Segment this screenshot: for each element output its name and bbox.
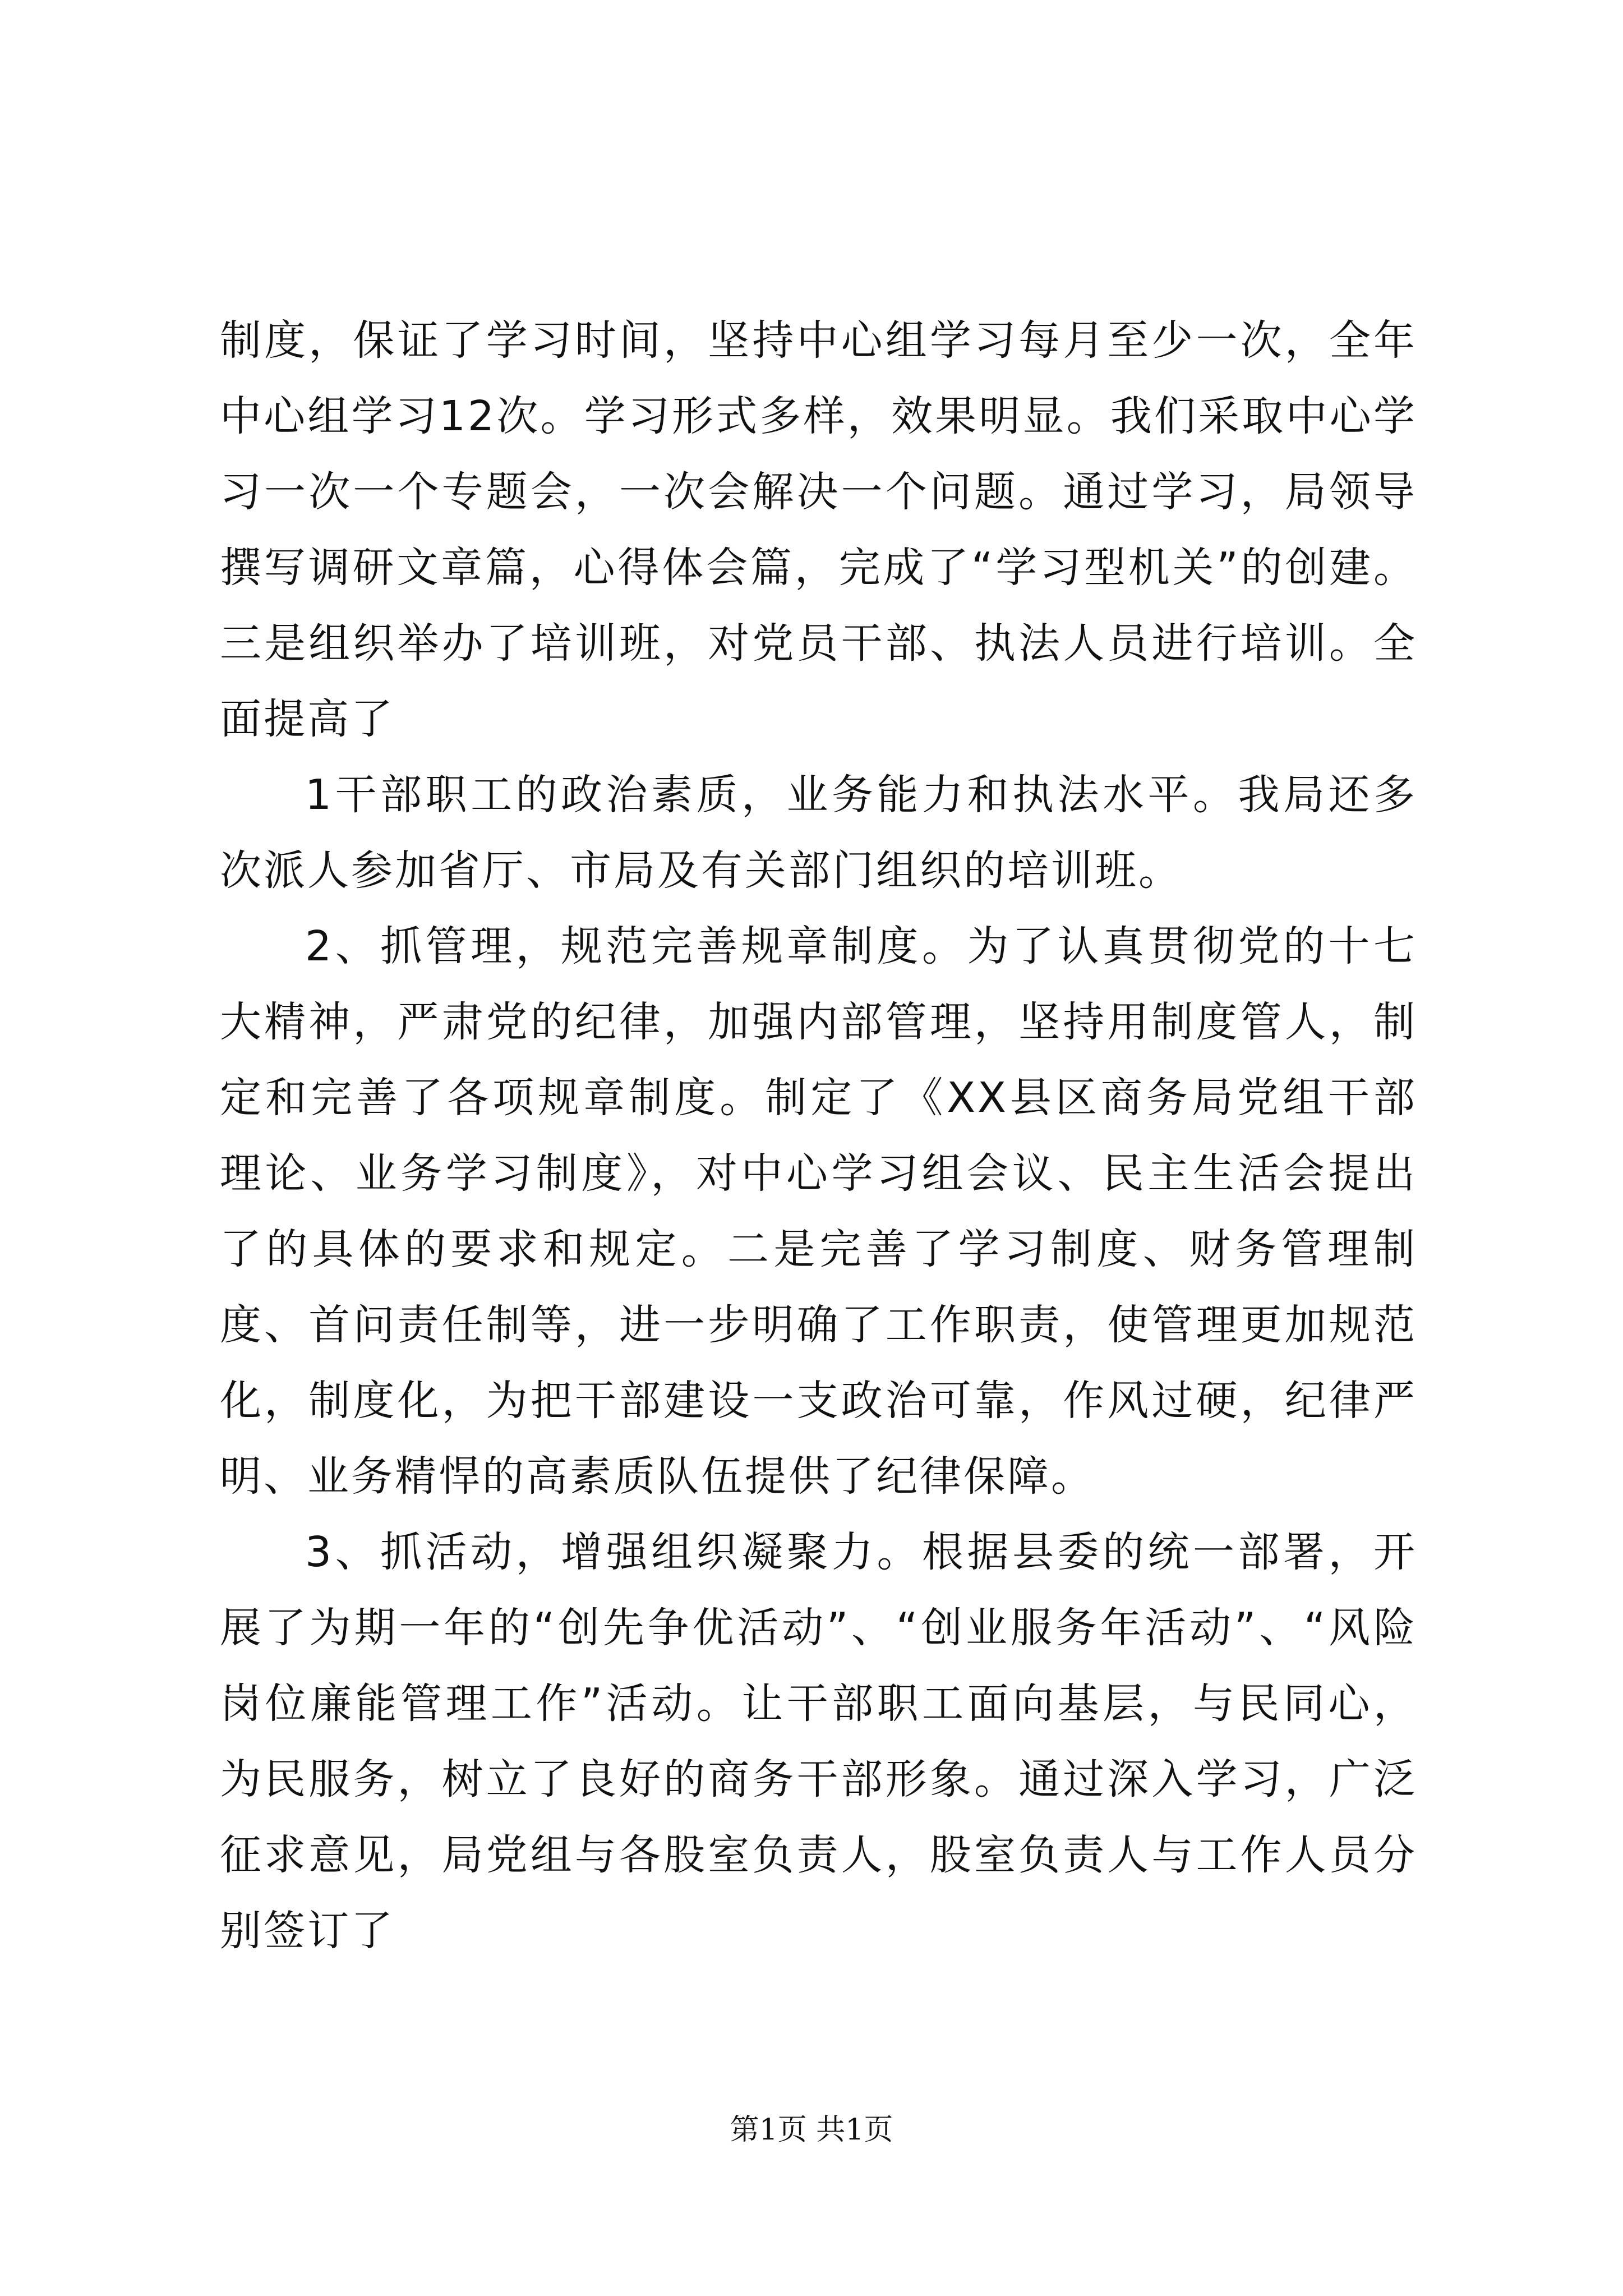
paragraph-1: 制度，保证了学习时间，坚持中心组学习每月至少一次，全年中心组学习12次。学习形式多样，效果明显。我们采取中心学习一次一个专题会，一次会解决一个问题。通过学习，局领导撰写调研文章篇，心得体会篇，完成了“学习型机关”的创建。三是组织举办了培训班，对党员干部、执法人员进行培训。全面提高了 xyxy=(220,316,1417,743)
paragraph-4: 3、抓活动，增强组织凝聚力。根据县委的统一部署，开展了为期一年的“创先争优活动”、“创业服务年活动”、“风险岗位廉能管理工作”活动。让干部职工面向基层，与民同心，为民服务，树立了良好的商务干部形象。通过深入学习，广泛征求意见，局党组与各股室负责人，股室负责人与工作人员分别签订了 xyxy=(220,1528,1417,1955)
paragraph-3: 2、抓管理，规范完善规章制度。为了认真贯彻党的十七大精神，严肃党的纪律，加强内部管理，坚持用制度管人，制定和完善了各项规章制度。制定了《XX县区商务局党组干部理论、业务学习制度》，对中心学习组会议、民主生活会提出了的具体的要求和规定。二是完善了学习制度、财务管理制度、首问责任制等，进一步明确了工作职责，使管理更加规范化，制度化，为把干部建设一支政治可靠，作风过硬，纪律严明、业务精悍的高素质队伍提供了纪律保障。 xyxy=(220,922,1417,1501)
paragraph-2: 1干部职工的政治素质，业务能力和执法水平。我局还多次派人参加省厅、市局及有关部门组织的培训班。 xyxy=(220,771,1417,895)
document-body xyxy=(220,303,1417,1969)
page-footer: 第1页 共1页 xyxy=(730,2113,893,2147)
